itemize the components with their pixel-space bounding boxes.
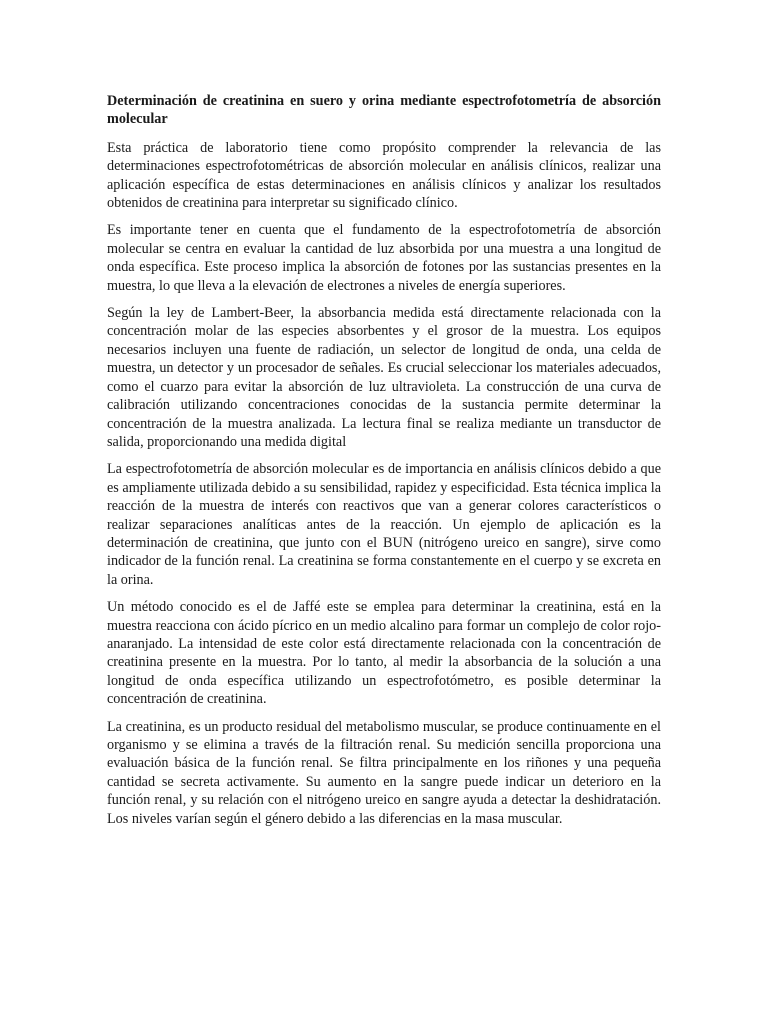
document-title: Determinación de creatinina en suero y orina mediante espectrofotometría de absorción molecular: [107, 93, 661, 128]
paragraph-metodo-jaffe: Un método conocido es el de Jaffé este se emplea para determinar la creatinina, está en la muestra reacciona con ácido pícrico en un medio alcalino para formar un complejo de color rojo-anaranjado. La intensidad de este color está directamente relacionada con la concentración de creatinina presente en la muestra. Por lo tanto, al medir la absorbancia de la solución a una longitud de onda específica utilizando un espectrofotómetro, es posible determinar la concentración de creatinina.: [107, 599, 661, 708]
paragraph-importancia: La espectrofotometría de absorción molecular es de importancia en análisis clínicos debido a que es ampliamente utilizada debido a su sensibilidad, rapidez y especificidad. Esta técnica implica la reacción de la muestra de interés con reactivos que van a generar colores característicos o realizar separaciones analíticas antes de la reacción. Un ejemplo de aplicación es la determinación de creatinina, que junto con el BUN (nitrógeno ureico en sangre), sirve como indicador de la función renal. La creatinina se forma constantemente en el cuerpo y se excreta en la orina.: [107, 461, 661, 588]
document-page: [107, 92, 661, 837]
paragraph-fundamento: Es importante tener en cuenta que el fundamento de la espectrofotometría de absorción molecular se centra en evaluar la cantidad de luz absorbida por una muestra a una longitud de onda específica. Este proceso implica la absorción de fotones por las sustancias presentes en la muestra, lo que lleva a la elevación de electrones a niveles de energía superiores.: [107, 222, 661, 294]
paragraph-creatinina: La creatinina, es un producto residual del metabolismo muscular, se produce continuamente en el organismo y se elimina a través de la filtración renal. Su medición sencilla proporciona una evaluación básica de la función renal. Se filtra principalmente en los riñones y una pequeña cantidad se secreta activamente. Su aumento en la sangre puede indicar un deterioro en la función renal, y su relación con el nitrógeno ureico en sangre ayuda a detectar la deshidratación. Los niveles varían según el género debido a las diferencias en la masa muscular.: [107, 718, 661, 827]
paragraph-lambert-beer: Según la ley de Lambert-Beer, la absorbancia medida está directamente relacionada con la concentración molar de las especies absorbentes y el grosor de la muestra. Los equipos necesarios incluyen una fuente de radiación, un selector de longitud de onda, una celda de muestra, un detector y un procesador de señales. Es crucial seleccionar los materiales adecuados, como el cuarzo para evitar la absorción de luz ultravioleta. La construcción de una curva de calibración utilizando concentraciones conocidas de la sustancia permite determinar la concentración de la muestra analizada. La lectura final se realiza mediante un transductor de salida, proporcionando una medida digital: [107, 305, 661, 450]
paragraph-purpose: Esta práctica de laboratorio tiene como propósito comprender la relevancia de las determinaciones espectrofotométricas de absorción molecular en análisis clínicos, realizar una aplicación específica de estas determinaciones en análisis clínicos y analizar los resultados obtenidos de creatinina para interpretar su significado clínico.: [107, 139, 661, 212]
